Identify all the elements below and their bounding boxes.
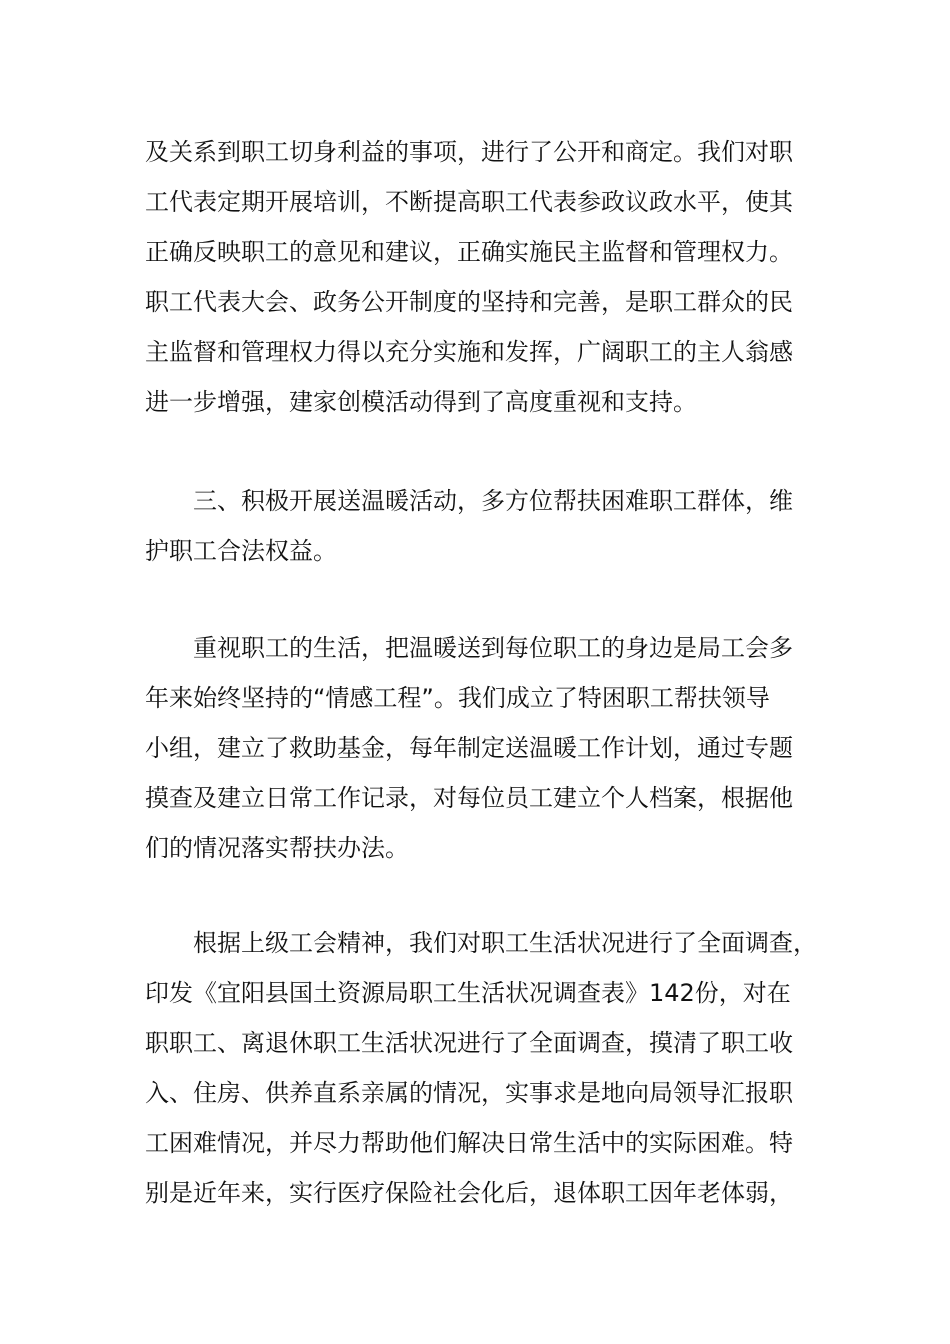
text-line: 根据上级工会精神，我们对职工生活状况进行了全面调查， [193, 929, 817, 957]
paragraph-living-survey [145, 918, 845, 1218]
section-heading-three [145, 476, 845, 576]
text-line: 正确反映职工的意见和建议，正确实施民主监督和管理权力。 [145, 238, 793, 266]
text-line: 职工代表大会、政务公开制度的坚持和完善，是职工群众的民 [145, 288, 793, 316]
paragraph-democratic-supervision [145, 127, 845, 427]
text-line: 主监督和管理权力得以充分实施和发挥，广阔职工的主人翁感 [145, 338, 793, 366]
text-line: 护职工合法权益。 [145, 537, 337, 565]
text-line: 工困难情况，并尽力帮助他们解决日常生活中的实际困难。特 [145, 1129, 793, 1157]
text-line: 年来始终坚持的“情感工程”。我们成立了特困职工帮扶领导 [145, 684, 770, 712]
text-line: 们的情况落实帮扶办法。 [145, 834, 409, 862]
paragraph-care-project [145, 623, 845, 873]
text-line: 摸查及建立日常工作记录，对每位员工建立个人档案，根据他 [145, 784, 793, 812]
text-line: 入、住房、供养直系亲属的情况，实事求是地向局领导汇报职 [145, 1079, 793, 1107]
text-line: 三、积极开展送温暖活动，多方位帮扶困难职工群体，维 [193, 487, 793, 515]
text-line: 小组，建立了救助基金，每年制定送温暖工作计划，通过专题 [145, 734, 793, 762]
text-line: 及关系到职工切身利益的事项，进行了公开和商定。我们对职 [145, 138, 793, 166]
text-line: 进一步增强，建家创模活动得到了高度重视和支持。 [145, 388, 697, 416]
text-line: 职职工、离退休职工生活状况进行了全面调查，摸清了职工收 [145, 1029, 793, 1057]
text-line: 别是近年来，实行医疗保险社会化后，退体职工因年老体弱， [145, 1179, 793, 1207]
text-line: 重视职工的生活，把温暖送到每位职工的身边是局工会多 [193, 634, 793, 662]
text-line: 工代表定期开展培训，不断提高职工代表参政议政水平，使其 [145, 188, 793, 216]
text-line: 印发《宜阳县国土资源局职工生活状况调查表》142份，对在 [145, 979, 791, 1007]
